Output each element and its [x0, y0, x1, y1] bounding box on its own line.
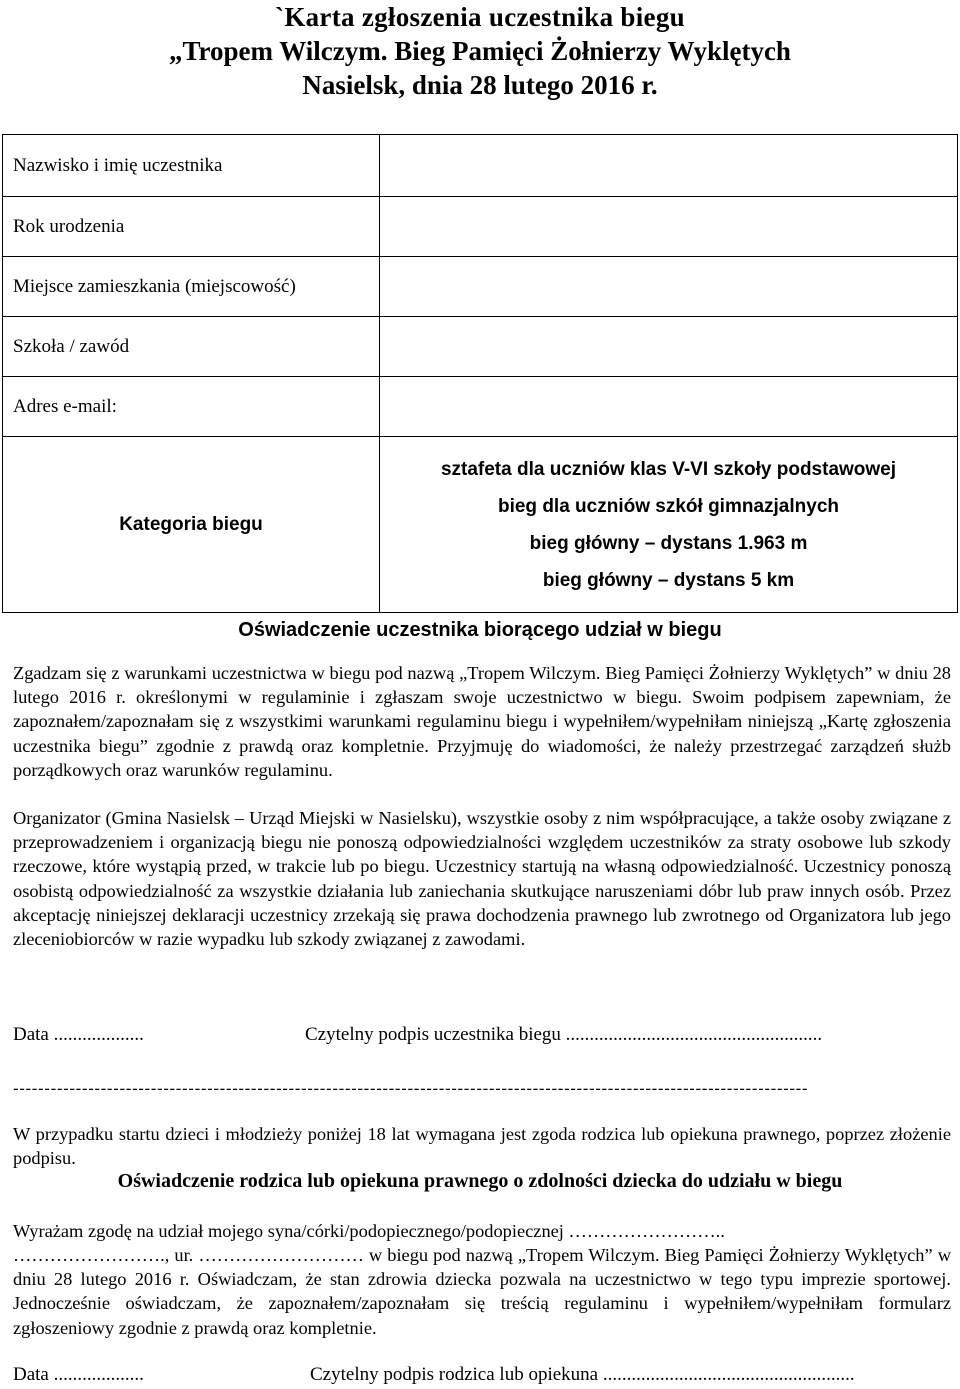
- document-header: [0, 0, 960, 102]
- form-label-email: Adres e-mail:: [3, 377, 380, 437]
- event-name: „Tropem Wilczym. Bieg Pamięci Żołnierzy Wyklętych: [169, 36, 791, 66]
- declaration-paragraph-liability: Organizator (Gmina Nasielsk – Urząd Miejski w Nasielsku), wszystkie osoby z nim współpracujące, a także osoby związane z przeprowadzeniem i organizacją biegu nie ponoszą odpowiedzialności względem uczestników za straty osobowe lub szkody rzeczowe, które wystąpią przed, w trakcie lub po biegu. Uczestnicy startują na własną odpowiedzialność. Uczestnicy ponoszą osobistą odpowiedzialność za wszystkie działania lub zaniechania skutkujące naruszeniami dóbr lub praw innych osób. Przez akceptację niniejszej deklaracji uczestnicy zrzekają się prawa dochodzenia prawnego lub zwrotnego od Organizatora lub jego zleceniobiorców w razie wypadku lub szkody związanej z zawodami.: [13, 808, 951, 950]
- form-label-school: Szkoła / zawód: [3, 317, 380, 377]
- form-field-email[interactable]: [380, 377, 958, 437]
- declaration-paragraph-consent: Zgadzam się z warunkami uczestnictwa w biegu pod nazwą „Tropem Wilczym. Bieg Pamięci Żołnierzy Wyklętych” w dniu 28 lutego 2016 r. określonymi w regulaminie i zgłaszam swoje uczestnictwo w biegu. Swoim podpisem zapewniam, że zapoznałem/zapoznałam się z wszystkimi warunkami regulaminu biegu i wypełniłem/wypełniłam niniejszą „Kartę zgłoszenia uczestnika biegu” zgodnie z prawdą oraz kompletnie. Przyjmuję do wiadomości, że należy przestrzegać zarządzeń służb porządkowych oraz warunków regulaminu.: [13, 663, 951, 780]
- form-row: [3, 135, 958, 197]
- document-title: `Karta zgłoszenia uczestnika biegu: [275, 2, 685, 32]
- registration-form-table: [2, 134, 958, 613]
- participant-date-field[interactable]: Data ...................: [13, 1024, 144, 1045]
- form-field-school[interactable]: [380, 317, 958, 377]
- form-row: [3, 197, 958, 257]
- form-row-category: [3, 437, 958, 613]
- form-label-birth-year: Rok urodzenia: [3, 197, 380, 257]
- form-field-name[interactable]: [380, 135, 958, 197]
- cut-line-separator: -------------------------------------------------------------------------------------------------------------------------------: [13, 1079, 809, 1098]
- parent-date-field[interactable]: Data ...................: [13, 1364, 144, 1385]
- form-field-birth-year[interactable]: [380, 197, 958, 257]
- category-option[interactable]: bieg główny – dystans 1.963 m: [529, 532, 808, 554]
- parent-declaration-title: Oświadczenie rodzica lub opiekuna prawnego o zdolności dziecka do udziału w biegu: [117, 1170, 843, 1192]
- event-date-place: Nasielsk, dnia 28 lutego 2016 r.: [302, 70, 658, 100]
- parent-declaration-paragraph: ……………………., ur. ……………………… w biegu pod nazwą „Tropem Wilczym. Bieg Pamięci Żołnierzy Wyklętych” w dniu 28 lutego 2016 r. Oświadczam, że stan zdrowia dziecka pozwala na uczestnictwo w tego typu imprezie sportowej. Jednocześnie oświadczam, że zapoznałem/zapoznałam się treścią regulaminu i wypełniłem/wypełniłam formularz zgłoszeniowy zgodnie z prawdą oraz kompletnie.: [13, 1245, 951, 1338]
- parent-signature-field[interactable]: Czytelny podpis rodzica lub opiekuna .....................................................: [310, 1364, 855, 1385]
- form-row: [3, 377, 958, 437]
- category-label: Kategoria biegu: [3, 437, 380, 613]
- category-option[interactable]: bieg główny – dystans 5 km: [542, 569, 795, 591]
- parent-consent-line: Wyrażam zgodę na udział mojego syna/córki/podopiecznego/podopiecznej ……………………..: [13, 1221, 725, 1241]
- category-option[interactable]: bieg dla uczniów szkół gimnazjalnych: [497, 495, 839, 517]
- form-row: [3, 257, 958, 317]
- participant-signature-field[interactable]: Czytelny podpis uczestnika biegu ......................................................: [305, 1024, 823, 1045]
- category-options: [380, 437, 958, 613]
- form-field-residence[interactable]: [380, 257, 958, 317]
- form-label-name: Nazwisko i imię uczestnika: [3, 135, 380, 197]
- form-label-residence: Miejsce zamieszkania (miejscowość): [3, 257, 380, 317]
- parent-intro: W przypadku startu dzieci i młodzieży poniżej 18 lat wymagana jest zgoda rodzica lub opiekuna prawnego, poprzez złożenie podpisu.: [13, 1124, 951, 1169]
- form-row: [3, 317, 958, 377]
- declaration-title: Oświadczenie uczestnika biorącego udział w biegu: [238, 619, 722, 641]
- category-option[interactable]: sztafeta dla uczniów klas V-VI szkoły podstawowej: [440, 458, 897, 480]
